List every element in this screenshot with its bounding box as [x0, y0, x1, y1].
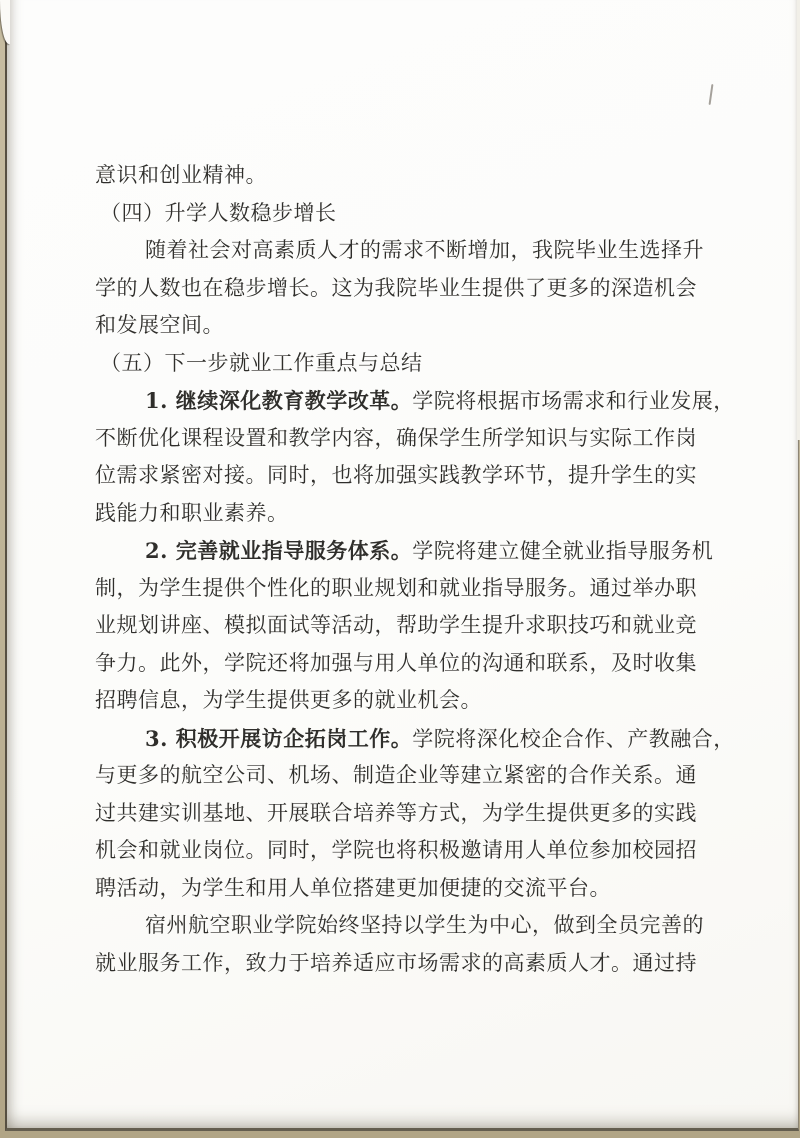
- text-line: 践能力和职业素养。: [95, 500, 289, 525]
- line-text: 学院将根据市场需求和行业发展，: [412, 389, 735, 413]
- bold-lead: 2. 完善就业指导服务体系。: [145, 538, 413, 563]
- line-text: 学院将建立健全就业指导服务机: [412, 539, 714, 563]
- text-line: [95, 382, 735, 420]
- bold-lead: 3. 积极开展访企拓岗工作。: [145, 725, 413, 751]
- text-line: 随着社会对高素质人才的需求不断增加，我院毕业生选择升: [145, 238, 704, 262]
- text-line: 争力。此外，学院还将加强与用人单位的沟通和联系，及时收集: [95, 650, 697, 675]
- text-line: 位需求紧密对接。同时，也将加强实践教学环节，提升学生的实: [95, 463, 697, 487]
- line-text: 学院将深化校企合作、产教融合，: [412, 726, 735, 751]
- page-corner-curl: [0, 0, 10, 44]
- text-line: 不断优化课程设置和教学内容，确保学生所学知识与实际工作岗: [95, 425, 697, 450]
- text-line: 就业服务工作，致力于培养适应市场需求的高素质人才。通过持: [95, 950, 697, 975]
- section-heading-line: （四）升学人数稳步增长: [100, 200, 337, 225]
- text-line: 机会和就业岗位。同时，学院也将积极邀请用人单位参加校园招: [95, 838, 697, 862]
- document-text: [95, 157, 735, 982]
- text-line: 意识和创业精神。: [95, 163, 267, 187]
- text-line: 学的人数也在稳步增长。这为我院毕业生提供了更多的深造机会: [95, 275, 697, 300]
- text-line: 和发展空间。: [95, 313, 224, 337]
- bold-lead: 1. 继续深化教育教学改革。: [145, 388, 413, 413]
- text-line: 过共建实训基地、开展联合培养等方式，为学生提供更多的实践: [95, 800, 697, 825]
- text-line: 招聘信息，为学生提供更多的就业机会。: [95, 688, 482, 712]
- section-heading-line: （五）下一步就业工作重点与总结: [100, 350, 423, 375]
- text-line: [95, 532, 714, 570]
- text-line: 宿州航空职业学院始终坚持以学生为中心，做到全员完善的: [145, 913, 704, 937]
- text-line: 业规划讲座、模拟面试等活动，帮助学生提升求职技巧和就业竞: [95, 613, 697, 637]
- text-line: [95, 720, 735, 758]
- text-line: 与更多的航空公司、机场、制造企业等建立紧密的合作关系。通: [95, 763, 697, 787]
- text-line: 聘活动，为学生和用人单位搭建更加便捷的交流平台。: [95, 875, 611, 900]
- text-line: 制，为学生提供个性化的职业规划和就业指导服务。通过举办职: [95, 575, 697, 600]
